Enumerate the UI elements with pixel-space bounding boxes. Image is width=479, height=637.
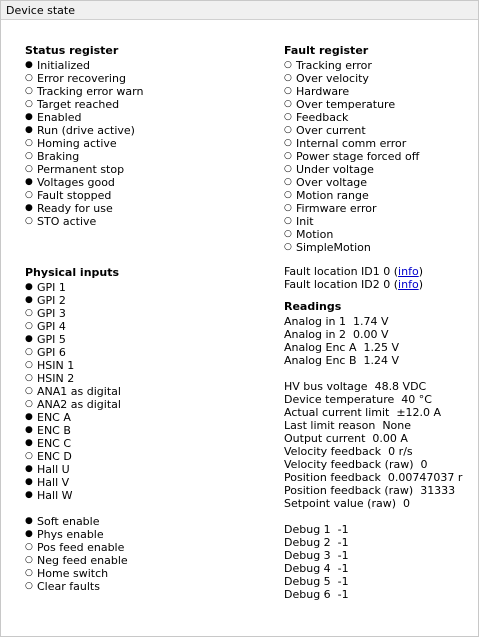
filled-bullet-icon: ● — [25, 177, 33, 187]
fault-flag-label: Over voltage — [296, 176, 368, 189]
input-flag-label: GPI 4 — [37, 320, 66, 333]
filled-bullet-icon: ● — [25, 477, 33, 487]
fault-flag — [284, 98, 474, 111]
hollow-bullet-icon: ○ — [25, 151, 33, 161]
filled-bullet-icon: ● — [25, 203, 33, 213]
enable-flag-label: Clear faults — [37, 580, 100, 593]
hollow-bullet-icon: ○ — [284, 177, 292, 187]
status-flag — [25, 85, 255, 98]
enable-flag — [25, 515, 255, 528]
enable-flag — [25, 567, 255, 580]
analog-reading: Analog Enc B 1.24 V — [284, 354, 400, 367]
fault-flag-label: Internal comm error — [296, 137, 407, 150]
fault-register-heading: Fault register — [284, 44, 369, 57]
input-flag-label: GPI 5 — [37, 333, 66, 346]
enable-flag-label: Soft enable — [37, 515, 100, 528]
enable-flag-label: Neg feed enable — [37, 554, 128, 567]
hollow-bullet-icon: ○ — [284, 203, 292, 213]
status-flag — [25, 163, 255, 176]
filled-bullet-icon: ● — [25, 60, 33, 70]
fault-flag-label: Over temperature — [296, 98, 396, 111]
fault-register-list — [284, 59, 474, 254]
fault-flag-label: Power stage forced off — [296, 150, 420, 163]
hollow-bullet-icon: ○ — [284, 86, 292, 96]
status-flag — [25, 111, 255, 124]
hollow-bullet-icon: ○ — [25, 190, 33, 200]
hollow-bullet-icon: ○ — [284, 138, 292, 148]
hollow-bullet-icon: ○ — [284, 242, 292, 252]
hollow-bullet-icon: ○ — [284, 151, 292, 161]
enable-flag — [25, 554, 255, 567]
filled-bullet-icon: ● — [25, 125, 33, 135]
fault-flag — [284, 111, 474, 124]
input-flag-label: GPI 3 — [37, 307, 66, 320]
input-flag — [25, 398, 255, 411]
status-flag-label: Braking — [37, 150, 80, 163]
hollow-bullet-icon: ○ — [284, 99, 292, 109]
fault-flag — [284, 228, 474, 241]
status-flag-label: Ready for use — [37, 202, 113, 215]
fault-flag — [284, 124, 474, 137]
input-flag-label: HSIN 2 — [37, 372, 75, 385]
fault-flag-label: Motion — [296, 228, 334, 241]
input-flag-label: GPI 2 — [37, 294, 66, 307]
input-flag — [25, 489, 255, 502]
fault-flag-label: Firmware error — [296, 202, 377, 215]
debug-value: Debug 3 -1 — [284, 549, 349, 562]
filled-bullet-icon: ● — [25, 412, 33, 422]
right-column — [284, 43, 474, 601]
analog-reading: Analog Enc A 1.25 V — [284, 341, 400, 354]
filled-bullet-icon: ● — [25, 438, 33, 448]
status-register-heading: Status register — [25, 44, 119, 57]
status-flag — [25, 150, 255, 163]
input-flag-label: Hall W — [37, 489, 73, 502]
filled-bullet-icon: ● — [25, 282, 33, 292]
fault-flag — [284, 137, 474, 150]
hollow-bullet-icon: ○ — [25, 373, 33, 383]
filled-bullet-icon: ● — [25, 490, 33, 500]
fault-flag — [284, 150, 474, 163]
reading-value: Position feedback 0.00747037 r — [284, 471, 463, 484]
status-flag — [25, 59, 255, 72]
hollow-bullet-icon: ○ — [25, 555, 33, 565]
hollow-bullet-icon: ○ — [25, 164, 33, 174]
hollow-bullet-icon: ○ — [25, 568, 33, 578]
analog-readings-list — [284, 315, 474, 367]
input-flag — [25, 333, 255, 346]
fault-flag-label: SimpleMotion — [296, 241, 371, 254]
input-flag — [25, 281, 255, 294]
filled-bullet-icon: ● — [25, 334, 33, 344]
readings-values-list — [284, 380, 474, 510]
enable-flags-list — [25, 515, 255, 593]
filled-bullet-icon: ● — [25, 529, 33, 539]
hollow-bullet-icon: ○ — [25, 451, 33, 461]
fault-flag-label: Hardware — [296, 85, 350, 98]
status-flag-label: Target reached — [37, 98, 120, 111]
fault-location-id2-info-link[interactable]: info — [398, 278, 419, 291]
status-flag-label: Homing active — [37, 137, 117, 150]
fault-flag-label: Tracking error — [296, 59, 372, 72]
input-flag — [25, 463, 255, 476]
fault-flag — [284, 202, 474, 215]
fault-flag-label: Feedback — [296, 111, 349, 124]
input-flag-label: GPI 6 — [37, 346, 66, 359]
status-flag-label: STO active — [37, 215, 97, 228]
status-flag-label: Permanent stop — [37, 163, 125, 176]
status-flag — [25, 189, 255, 202]
fault-flag — [284, 215, 474, 228]
filled-bullet-icon: ● — [25, 464, 33, 474]
physical-inputs-list — [25, 281, 255, 502]
reading-value: Actual current limit ±12.0 A — [284, 406, 442, 419]
status-flag — [25, 72, 255, 85]
hollow-bullet-icon: ○ — [284, 60, 292, 70]
readings-heading: Readings — [284, 300, 342, 313]
input-flag — [25, 294, 255, 307]
reading-value: Output current 0.00 A — [284, 432, 408, 445]
fault-flag — [284, 72, 474, 85]
window-titlebar — [1, 1, 478, 20]
hollow-bullet-icon: ○ — [25, 581, 33, 591]
status-flag-label: Enabled — [37, 111, 82, 124]
hollow-bullet-icon: ○ — [284, 125, 292, 135]
fault-location-id2-label: Fault location ID2 0 ( — [284, 278, 399, 291]
status-flag — [25, 215, 255, 228]
status-flag-label: Fault stopped — [37, 189, 112, 202]
reading-value: Last limit reason None — [284, 419, 412, 432]
filled-bullet-icon: ● — [25, 112, 33, 122]
fault-flag — [284, 189, 474, 202]
hollow-bullet-icon: ○ — [25, 386, 33, 396]
fault-location-id1-info-link[interactable]: info — [398, 265, 419, 278]
fault-flag-label: Under voltage — [296, 163, 374, 176]
hollow-bullet-icon: ○ — [284, 190, 292, 200]
input-flag — [25, 411, 255, 424]
debug-value: Debug 2 -1 — [284, 536, 349, 549]
fault-location-id2 — [284, 278, 474, 291]
debug-value: Debug 5 -1 — [284, 575, 349, 588]
status-flag — [25, 124, 255, 137]
hollow-bullet-icon: ○ — [25, 399, 33, 409]
hollow-bullet-icon: ○ — [284, 164, 292, 174]
input-flag-label: HSIN 1 — [37, 359, 75, 372]
fault-location-id1 — [284, 265, 474, 278]
reading-value: Velocity feedback (raw) 0 — [284, 458, 428, 471]
hollow-bullet-icon: ○ — [284, 216, 292, 226]
status-flag — [25, 98, 255, 111]
fault-flag-label: Motion range — [296, 189, 369, 202]
status-flag — [25, 202, 255, 215]
input-flag — [25, 385, 255, 398]
reading-value: Device temperature 40 °C — [284, 393, 432, 406]
enable-flag-label: Phys enable — [37, 528, 104, 541]
filled-bullet-icon: ● — [25, 295, 33, 305]
input-flag-label: ENC C — [37, 437, 72, 450]
hollow-bullet-icon: ○ — [25, 321, 33, 331]
analog-reading: Analog in 2 0.00 V — [284, 328, 389, 341]
input-flag-label: ANA1 as digital — [37, 385, 121, 398]
hollow-bullet-icon: ○ — [25, 99, 33, 109]
hollow-bullet-icon: ○ — [25, 347, 33, 357]
fault-flag-label: Over current — [296, 124, 366, 137]
reading-value: Velocity feedback 0 r/s — [284, 445, 413, 458]
hollow-bullet-icon: ○ — [25, 138, 33, 148]
input-flag — [25, 372, 255, 385]
fault-flag-label: Over velocity — [296, 72, 369, 85]
fault-flag — [284, 163, 474, 176]
input-flag — [25, 320, 255, 333]
status-flag-label: Initialized — [37, 59, 91, 72]
hollow-bullet-icon: ○ — [284, 112, 292, 122]
fault-location-id1-close: ) — [418, 265, 423, 278]
reading-value: Position feedback (raw) 31333 — [284, 484, 456, 497]
enable-flag — [25, 541, 255, 554]
enable-flag-label: Pos feed enable — [37, 541, 125, 554]
input-flag — [25, 307, 255, 320]
fault-flag — [284, 85, 474, 98]
input-flag-label: ENC D — [37, 450, 72, 463]
status-register-list — [25, 59, 255, 228]
left-column — [25, 43, 255, 593]
hollow-bullet-icon: ○ — [25, 360, 33, 370]
input-flag — [25, 450, 255, 463]
hollow-bullet-icon: ○ — [25, 308, 33, 318]
hollow-bullet-icon: ○ — [25, 86, 33, 96]
window-title: Device state — [6, 4, 75, 17]
debug-value: Debug 1 -1 — [284, 523, 349, 536]
status-flag — [25, 176, 255, 189]
input-flag-label: ENC A — [37, 411, 71, 424]
reading-value: Setpoint value (raw) 0 — [284, 497, 410, 510]
enable-flag — [25, 528, 255, 541]
hollow-bullet-icon: ○ — [284, 73, 292, 83]
filled-bullet-icon: ● — [25, 516, 33, 526]
status-flag-label: Voltages good — [37, 176, 115, 189]
hollow-bullet-icon: ○ — [25, 73, 33, 83]
status-flag-label: Error recovering — [37, 72, 126, 85]
fault-flag — [284, 241, 474, 254]
fault-flag-label: Init — [296, 215, 314, 228]
input-flag — [25, 424, 255, 437]
hollow-bullet-icon: ○ — [25, 216, 33, 226]
debug-value: Debug 6 -1 — [284, 588, 349, 601]
input-flag-label: Hall U — [37, 463, 70, 476]
hollow-bullet-icon: ○ — [284, 229, 292, 239]
analog-reading: Analog in 1 1.74 V — [284, 315, 389, 328]
input-flag-label: GPI 1 — [37, 281, 66, 294]
input-flag — [25, 476, 255, 489]
status-flag — [25, 137, 255, 150]
input-flag-label: ENC B — [37, 424, 71, 437]
status-flag-label: Run (drive active) — [37, 124, 135, 137]
fault-flag — [284, 176, 474, 189]
enable-flag — [25, 580, 255, 593]
input-flag — [25, 437, 255, 450]
debug-readings-list — [284, 523, 474, 601]
hollow-bullet-icon: ○ — [25, 542, 33, 552]
input-flag-label: Hall V — [37, 476, 70, 489]
fault-flag — [284, 59, 474, 72]
debug-value: Debug 4 -1 — [284, 562, 349, 575]
enable-flag-label: Home switch — [37, 567, 109, 580]
filled-bullet-icon: ● — [25, 425, 33, 435]
status-flag-label: Tracking error warn — [37, 85, 144, 98]
reading-value: HV bus voltage 48.8 VDC — [284, 380, 427, 393]
fault-location-id2-close: ) — [418, 278, 423, 291]
input-flag-label: ANA2 as digital — [37, 398, 121, 411]
fault-location-id1-label: Fault location ID1 0 ( — [284, 265, 399, 278]
physical-inputs-heading: Physical inputs — [25, 266, 120, 279]
input-flag — [25, 359, 255, 372]
input-flag — [25, 346, 255, 359]
